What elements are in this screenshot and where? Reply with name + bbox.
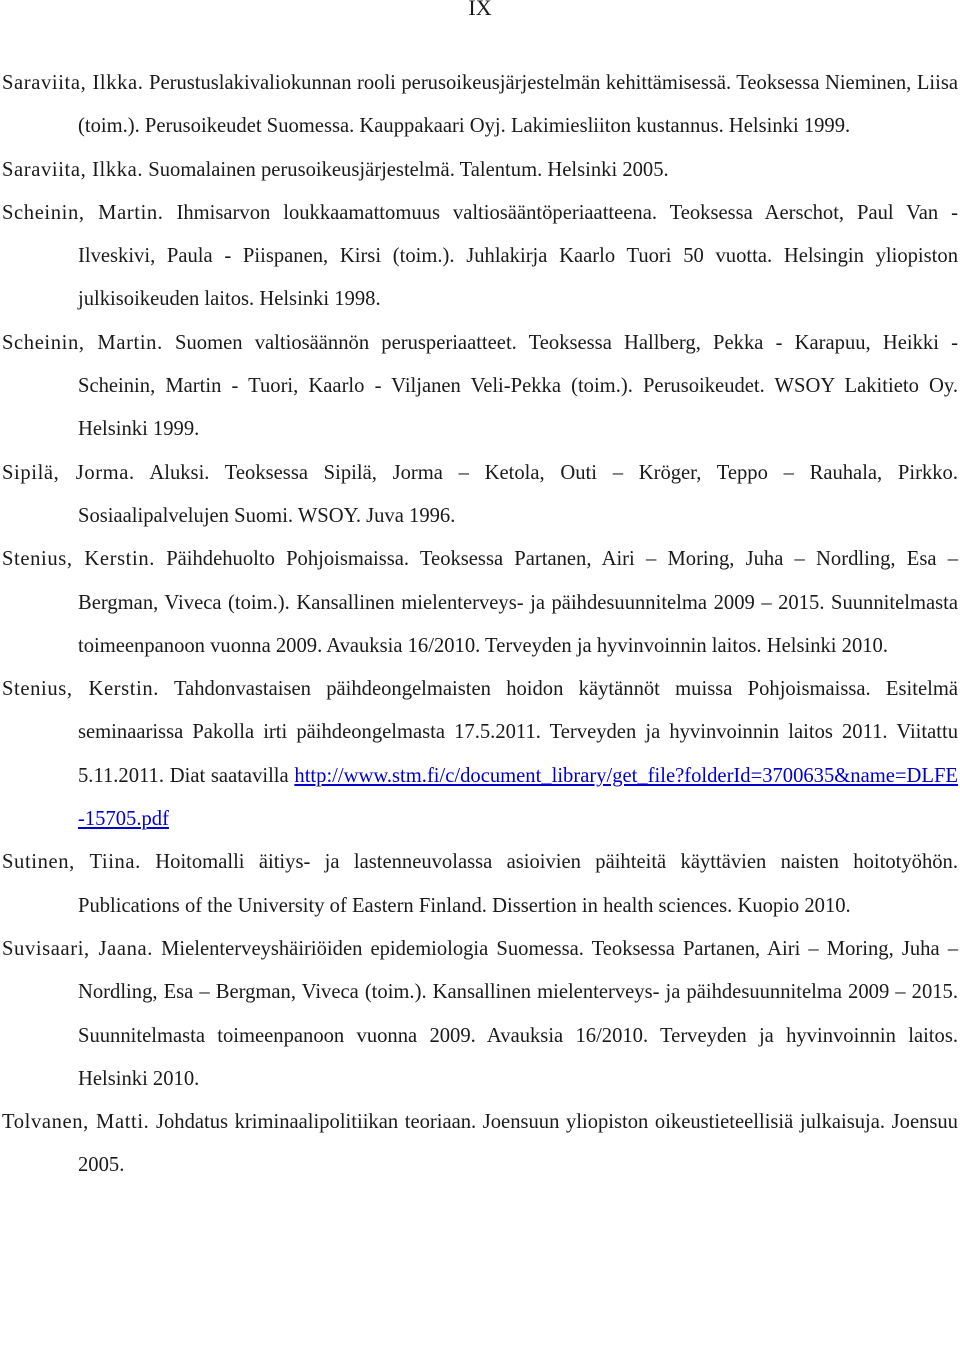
reference-entry xyxy=(2,322,958,452)
reference-text: Suomalainen perusoikeusjärjestelmä. Talentum. Helsinki 2005. xyxy=(143,158,669,181)
reference-text: Johdatus kriminaalipolitiikan teoriaan. Joensuun yliopiston oikeustieteellisiä julkaisuja. Joensuu 2005. xyxy=(78,1111,958,1177)
reference-author: Stenius, Kerstin. xyxy=(2,678,160,701)
reference-text: Suomen valtiosäännön perusperiaatteet. Teoksessa Hallberg, Pekka - Karapuu, Heikki - Scheinin, Martin - Tuori, Kaarlo - Viljanen Veli-Pekka (toim.). Perusoikeudet. WSOY Lakitieto Oy. Helsinki 1999. xyxy=(78,331,959,441)
page-number: IX xyxy=(468,0,492,20)
reference-author: Suvisaari, Jaana. xyxy=(2,937,153,960)
reference-entry xyxy=(2,62,958,149)
reference-entry xyxy=(2,668,958,841)
reference-author: Scheinin, Martin. xyxy=(2,331,163,354)
reference-link[interactable]: http://www.stm.fi/c/document_library/get_file?folderId=3700635&name=DLFE-15705.pdf xyxy=(78,764,958,831)
reference-entry xyxy=(2,149,958,192)
reference-author: Saraviita, Ilkka. xyxy=(2,158,144,181)
reference-entry xyxy=(2,538,958,668)
reference-text: Tahdonvastaisen päihdeongelmaisten hoidon käytännöt muissa Pohjoismaissa. Esitelmä seminaarissa Pakolla irti päihdeongelmasta 17.5.2011. Terveyden ja hyvinvoinnin laitos 2011. Viitattu 5.11.2011. Diat saatavilla xyxy=(78,678,958,787)
reference-text: Päihdehuolto Pohjoismaissa. Teoksessa Partanen, Airi – Moring, Juha – Nordling, Esa – Bergman, Viveca (toim.). Kansallinen mielenterveys- ja päihdesuunnitelma 2009 – 2015. Suunnitelmasta toimeenpanoon vuonna 2009. Avauksia 16/2010. Terveyden ja hyvinvoinnin laitos. Helsinki 2010. xyxy=(78,548,958,657)
reference-author: Sipilä, Jorma. xyxy=(2,461,135,484)
reference-text: Ihmisarvon loukkaamattomuus valtiosääntöperiaatteena. Teoksessa Aerschot, Paul Van - Ilveskivi, Paula - Piispanen, Kirsi (toim.). Juhlakirja Kaarlo Tuori 50 vuotta. Helsingin yliopiston julkisoikeuden laitos. Helsinki 1998. xyxy=(78,201,959,311)
reference-entry xyxy=(2,452,958,539)
reference-list xyxy=(2,62,958,1188)
reference-entry xyxy=(2,841,958,928)
reference-author: Stenius, Kerstin. xyxy=(2,548,155,571)
reference-author: Sutinen, Tiina. xyxy=(2,851,141,874)
reference-text: Mielenterveyshäiriöiden epidemiologia Suomessa. Teoksessa Partanen, Airi – Moring, Juha – Nordling, Esa – Bergman, Viveca (toim.). Kansallinen mielenterveys- ja päihdesuunnitelma 2009 – 2015. Suunnitelmasta toimeenpanoon vuonna 2009. Avauksia 16/2010. Terveyden ja hyvinvoinnin laitos. Helsinki 2010. xyxy=(78,937,958,1090)
reference-author: Tolvanen, Matti. xyxy=(2,1111,150,1134)
reference-entry xyxy=(2,1101,958,1188)
reference-entry xyxy=(2,928,958,1101)
reference-text: Hoitomalli äitiys- ja lastenneuvolassa asioivien päihteitä käyttävien naisten hoitotyöhön. Publications of the University of Eastern Finland. Dissertion in health sciences. Kuopio 2010. xyxy=(78,851,958,917)
reference-author: Scheinin, Martin. xyxy=(2,201,164,224)
reference-author: Saraviita, Ilkka. xyxy=(2,72,144,94)
reference-entry xyxy=(2,192,958,322)
reference-text: Aluksi. Teoksessa Sipilä, Jorma – Ketola, Outi – Kröger, Teppo – Rauhala, Pirkko. Sosiaalipalvelujen Suomi. WSOY. Juva 1996. xyxy=(78,461,958,527)
reference-text: Perustuslakivaliokunnan rooli perusoikeusjärjestelmän kehittämisessä. Teoksessa Nieminen, Liisa (toim.). Perusoikeudet Suomessa. Kauppakaari Oyj. Lakimiesliiton kustannus. Helsinki 1999. xyxy=(78,72,958,138)
